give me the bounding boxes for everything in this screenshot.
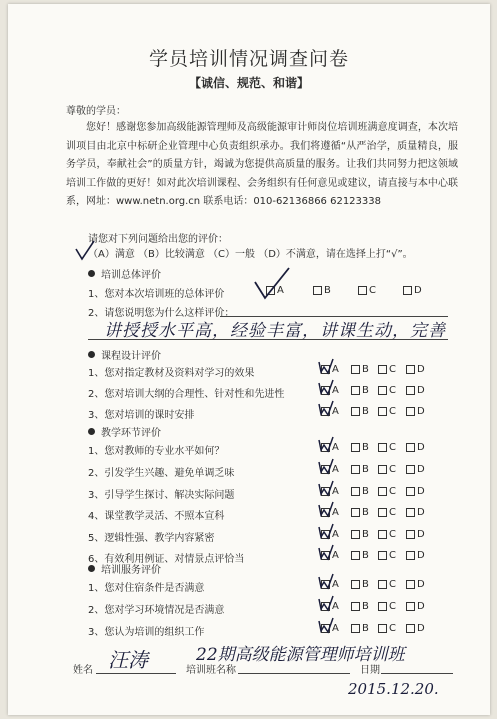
- option-label: D: [417, 550, 425, 561]
- option-d[interactable]: [406, 579, 425, 590]
- checkbox[interactable]: [378, 602, 387, 611]
- question-text: 1、您对指定教材及资料对学习的效果: [88, 368, 255, 379]
- option-d[interactable]: [406, 364, 425, 375]
- checkbox[interactable]: [406, 580, 415, 589]
- option-b[interactable]: [313, 285, 331, 296]
- option-label: C: [389, 442, 396, 453]
- section-title-overall: [88, 266, 161, 281]
- option-d[interactable]: [406, 601, 425, 612]
- checkbox[interactable]: [313, 286, 322, 295]
- option-c[interactable]: [378, 442, 396, 453]
- option-c[interactable]: [378, 529, 396, 540]
- option-label: A: [332, 486, 339, 497]
- options-row: [8, 442, 490, 456]
- question-text: 1、您对住宿条件是否满意: [88, 583, 205, 594]
- checkbox[interactable]: [378, 580, 387, 589]
- class-handwritten: 22期高级能源管理师培训班: [196, 645, 405, 665]
- option-label: A: [332, 406, 339, 417]
- option-b[interactable]: [351, 601, 369, 612]
- option-label: D: [417, 486, 425, 497]
- option-label: A: [332, 442, 339, 453]
- option-b[interactable]: [351, 529, 369, 540]
- check-mark: [317, 379, 335, 397]
- option-b[interactable]: [351, 364, 369, 375]
- options-row: [8, 364, 490, 378]
- checkbox[interactable]: [351, 580, 360, 589]
- option-d[interactable]: [406, 507, 425, 518]
- bullet-icon: [88, 565, 95, 572]
- option-label: B: [362, 406, 369, 417]
- option-c[interactable]: [378, 579, 396, 590]
- checkbox[interactable]: [378, 443, 387, 452]
- option-label: C: [369, 285, 376, 296]
- check-mark: [317, 458, 335, 476]
- option-c[interactable]: [378, 464, 396, 475]
- option-label: A: [332, 601, 339, 612]
- option-label: A: [332, 579, 339, 590]
- checkbox[interactable]: [351, 602, 360, 611]
- checkbox[interactable]: [351, 624, 360, 633]
- checkbox[interactable]: [406, 465, 415, 474]
- option-c[interactable]: [358, 285, 376, 296]
- intro-text: 您好！感谢您参加高级能源管理师及高级能源审计师岗位培训班满意度调查，本次培训项目由北京中标研企业管理中心负责组织承办。我们将遵循“从严治学，质量精良，服务学员，奉献社会”的质量方针，竭诚为您提供高质量的服务。让我们共同努力把这领域培训工作做的更好！如对此次培训课程、会务组织有任何意见或建议，请直接与本中心联系，网址：www.netn.org.cn 联系电话：010-62136866 62123338: [66, 122, 458, 208]
- option-c[interactable]: [378, 601, 396, 612]
- option-label: C: [389, 529, 396, 540]
- option-label: B: [362, 486, 369, 497]
- option-label: D: [417, 579, 425, 590]
- checkbox[interactable]: [351, 386, 360, 395]
- checkbox[interactable]: [378, 624, 387, 633]
- class-line: [238, 673, 350, 674]
- option-c[interactable]: [378, 550, 396, 561]
- name-signature: 汪涛: [108, 648, 148, 672]
- checkbox[interactable]: [378, 465, 387, 474]
- bullet-icon: [88, 428, 95, 435]
- checkbox[interactable]: [351, 365, 360, 374]
- option-d[interactable]: [406, 486, 425, 497]
- option-label: D: [417, 507, 425, 518]
- checkbox[interactable]: [351, 407, 360, 416]
- section-title-text: 教学环节评价: [101, 428, 161, 439]
- checkbox[interactable]: [403, 286, 412, 295]
- rating-legend: （A）满意 （B）比较满意 （C）一般 （D）不满意，请在选择上打“√”。: [88, 249, 413, 260]
- option-b[interactable]: [351, 550, 369, 561]
- option-label: D: [417, 601, 425, 612]
- option-label: B: [362, 623, 369, 634]
- question-text: 2、请您说明您为什么这样评价：: [88, 308, 235, 319]
- option-label: D: [417, 406, 425, 417]
- option-label: C: [389, 601, 396, 612]
- option-label: C: [389, 464, 396, 475]
- check-mark: [317, 501, 335, 519]
- option-d[interactable]: [406, 550, 425, 561]
- check-mark: [317, 573, 335, 591]
- option-label: B: [362, 529, 369, 540]
- check-mark: [317, 523, 335, 541]
- check-mark: [317, 595, 335, 613]
- question-text: 3、您认为培训的组织工作: [88, 627, 205, 638]
- option-c[interactable]: [378, 364, 396, 375]
- option-label: D: [417, 529, 425, 540]
- name-line: [96, 673, 176, 674]
- date-line: [381, 673, 453, 674]
- bullet-icon: [88, 351, 95, 358]
- options-row: [8, 623, 490, 637]
- question-text: 2、您对培训大纲的合理性、针对性和先进性: [88, 389, 285, 400]
- option-d[interactable]: [406, 406, 425, 417]
- question-text: 1、您对教师的专业水平如何？: [88, 446, 225, 457]
- checkbox[interactable]: [406, 602, 415, 611]
- options-row: [8, 486, 490, 500]
- option-b[interactable]: [351, 442, 369, 453]
- page-title: 学员培训情况调查问卷: [148, 48, 349, 70]
- option-label: A: [332, 623, 339, 634]
- option-label: B: [362, 601, 369, 612]
- option-label: A: [332, 464, 339, 475]
- question-text: 2、引发学生兴趣、避免单调乏味: [88, 468, 235, 479]
- question-text: 5、逻辑性强、教学内容紧密: [88, 533, 215, 544]
- rating-prompt: 请您对下列问题给出您的评价：: [88, 234, 228, 245]
- option-c[interactable]: [378, 507, 396, 518]
- option-label: C: [389, 579, 396, 590]
- checkbox[interactable]: [378, 551, 387, 560]
- option-c[interactable]: [378, 406, 396, 417]
- section-title-teaching: [88, 424, 161, 439]
- section-title-text: 培训总体评价: [101, 270, 161, 281]
- option-label: A: [277, 285, 284, 296]
- section-title-course: [88, 347, 161, 362]
- checkbox[interactable]: [378, 386, 387, 395]
- option-label: C: [389, 550, 396, 561]
- checkbox[interactable]: [351, 530, 360, 539]
- check-mark: [317, 400, 335, 418]
- question-text: 1、您对本次培训班的总体评价: [88, 289, 225, 300]
- option-label: C: [389, 486, 396, 497]
- options-row: [8, 579, 490, 593]
- handwritten-reason: 讲授授水平高，经验丰富，讲课生动，完善: [104, 321, 446, 341]
- option-label: C: [389, 623, 396, 634]
- checkbox[interactable]: [378, 487, 387, 496]
- options-row: [8, 464, 490, 478]
- option-label: A: [332, 385, 339, 396]
- option-b[interactable]: [351, 507, 369, 518]
- page-subtitle: 【诚信、规范、和谐】: [188, 76, 309, 90]
- option-label: D: [417, 385, 425, 396]
- checkbox[interactable]: [406, 624, 415, 633]
- option-label: B: [362, 550, 369, 561]
- check-mark-overall: [253, 266, 293, 302]
- options-row: [8, 529, 490, 543]
- questionnaire-sheet: [8, 4, 490, 715]
- option-d[interactable]: [406, 529, 425, 540]
- option-label: C: [389, 507, 396, 518]
- checkbox[interactable]: [406, 487, 415, 496]
- checkbox[interactable]: [378, 365, 387, 374]
- checkbox[interactable]: [358, 286, 367, 295]
- option-c[interactable]: [378, 486, 396, 497]
- option-label: A: [332, 550, 339, 561]
- options-row: [8, 550, 490, 564]
- option-d[interactable]: [406, 442, 425, 453]
- options-row: [8, 385, 490, 399]
- name-label: 姓名: [73, 665, 93, 676]
- checkbox[interactable]: [406, 530, 415, 539]
- option-c[interactable]: [378, 385, 396, 396]
- option-label: D: [417, 364, 425, 375]
- question-text: 2、您对学习环境情况是否满意: [88, 605, 225, 616]
- option-label: A: [332, 529, 339, 540]
- checkbox[interactable]: [351, 465, 360, 474]
- option-label: C: [389, 364, 396, 375]
- check-mark: [317, 436, 335, 454]
- option-label: A: [332, 364, 339, 375]
- section-title-text: 培训服务评价: [101, 565, 161, 576]
- date-handwritten: 2015.12.20.: [348, 680, 439, 698]
- checkbox[interactable]: [378, 407, 387, 416]
- check-mark: [317, 617, 335, 635]
- section-title-text: 课程设计评价: [101, 351, 161, 362]
- checkbox[interactable]: [351, 443, 360, 452]
- check-mark: [317, 358, 335, 376]
- option-label: B: [362, 364, 369, 375]
- option-label: D: [417, 464, 425, 475]
- date-label: 日期: [360, 665, 380, 676]
- option-label: D: [417, 442, 425, 453]
- option-label: B: [362, 385, 369, 396]
- legend-check-mark: [74, 239, 98, 263]
- option-label: C: [389, 385, 396, 396]
- options-row: [8, 507, 490, 521]
- option-label: B: [362, 464, 369, 475]
- checkbox[interactable]: [406, 386, 415, 395]
- checkbox[interactable]: [378, 508, 387, 517]
- option-b[interactable]: [351, 486, 369, 497]
- option-label: A: [332, 507, 339, 518]
- option-label: B: [362, 507, 369, 518]
- question-text: 3、引导学生探讨、解决实际问题: [88, 490, 235, 501]
- intro-paragraph: [66, 119, 458, 212]
- question-text: 6、有效利用例证、对情景点评恰当: [88, 554, 245, 565]
- bullet-icon: [88, 270, 95, 277]
- option-b[interactable]: [351, 623, 369, 634]
- check-mark: [317, 480, 335, 498]
- checkbox[interactable]: [351, 487, 360, 496]
- check-mark: [317, 544, 335, 562]
- options-row: [8, 601, 490, 615]
- question-text: 3、您对培训的课时安排: [88, 410, 195, 421]
- class-label: 培训班名称: [186, 665, 236, 676]
- option-label: D: [414, 285, 422, 296]
- option-b[interactable]: [351, 385, 369, 396]
- greeting: 尊敬的学员：: [66, 106, 126, 117]
- option-b[interactable]: [351, 406, 369, 417]
- option-label: B: [362, 442, 369, 453]
- option-c[interactable]: [378, 623, 396, 634]
- checkbox[interactable]: [378, 530, 387, 539]
- option-d[interactable]: [406, 623, 425, 634]
- option-b[interactable]: [351, 464, 369, 475]
- option-b[interactable]: [351, 579, 369, 590]
- options-overall-1: [8, 285, 490, 299]
- checkbox[interactable]: [406, 508, 415, 517]
- checkbox[interactable]: [351, 508, 360, 517]
- options-row: [8, 406, 490, 420]
- checkbox[interactable]: [406, 551, 415, 560]
- option-label: B: [324, 285, 331, 296]
- option-d[interactable]: [406, 385, 425, 396]
- checkbox[interactable]: [351, 551, 360, 560]
- checkbox[interactable]: [406, 443, 415, 452]
- option-d[interactable]: [406, 464, 425, 475]
- question-text: 4、课堂教学灵活、不照本宣科: [88, 511, 225, 522]
- option-label: D: [417, 623, 425, 634]
- option-label: B: [362, 579, 369, 590]
- option-d[interactable]: [403, 285, 422, 296]
- checkbox[interactable]: [406, 407, 415, 416]
- checkbox[interactable]: [406, 365, 415, 374]
- option-label: C: [389, 406, 396, 417]
